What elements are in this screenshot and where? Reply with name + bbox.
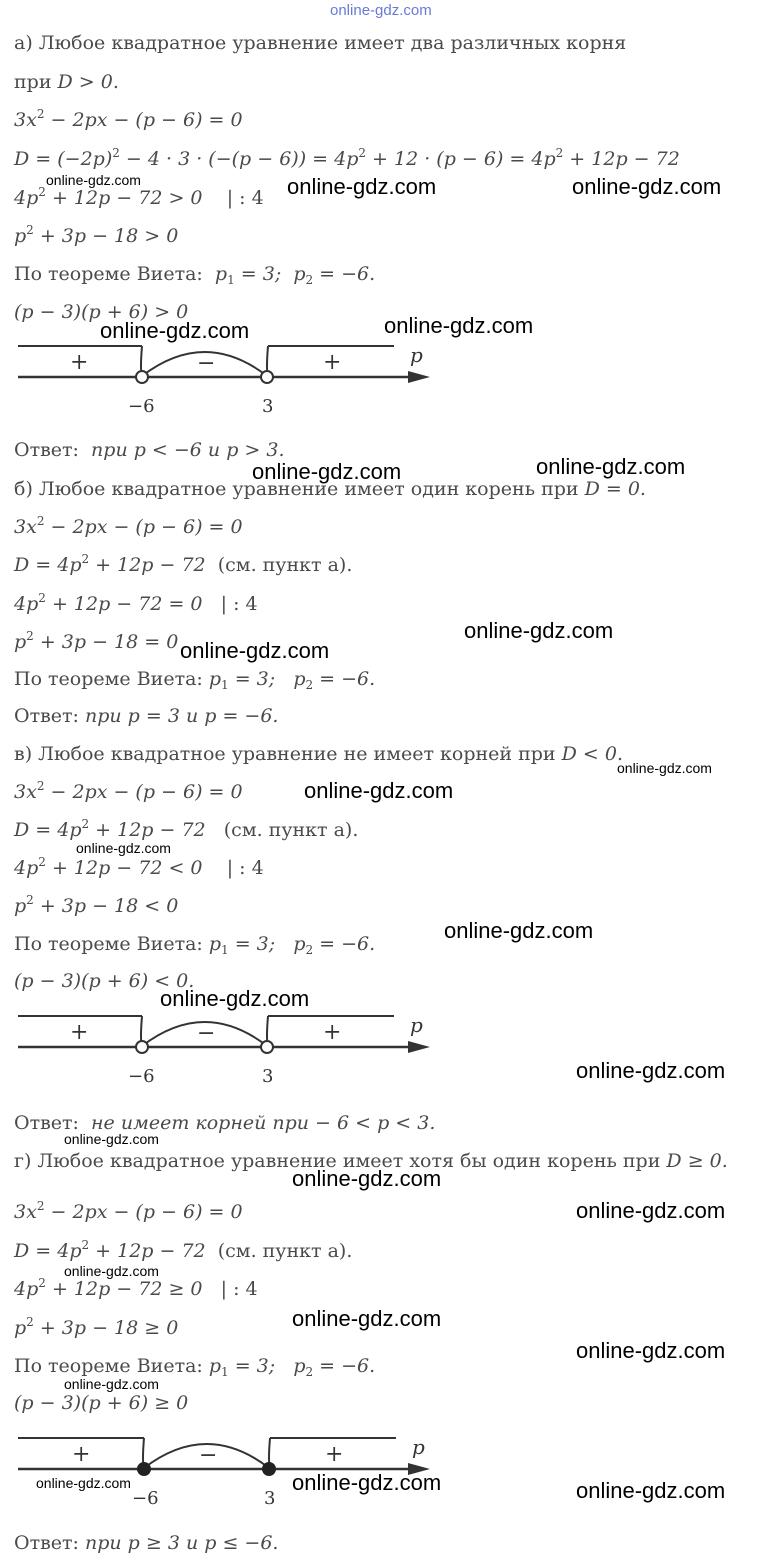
part-v-vieta: [14, 932, 375, 956]
condition-text: при: [14, 71, 58, 93]
part-a-inequality: [14, 186, 264, 210]
root-value: = −6.: [313, 668, 376, 690]
watermark: online-gdz.com: [64, 1263, 159, 1279]
watermark: online-gdz.com: [304, 778, 454, 803]
eq-term: 3x: [14, 781, 37, 803]
watermark: online-gdz.com: [576, 1338, 726, 1363]
eq-term: − 4 · 3 · (−(p − 6)) = 4p: [119, 148, 359, 170]
part-g-answer: [14, 1531, 278, 1555]
root-value: = 3;: [228, 933, 276, 955]
watermark: online-gdz.com: [46, 172, 141, 188]
reference-note: (см. пункт а).: [217, 554, 353, 576]
vieta-label: По теореме Виета:: [14, 668, 203, 690]
root-var: p: [293, 1355, 306, 1377]
root-var: p: [214, 263, 228, 285]
exponent: 2: [26, 223, 34, 237]
watermark: online-gdz.com: [292, 1470, 442, 1495]
part-b-equation: [14, 515, 243, 539]
exponent: 2: [36, 514, 45, 528]
exponent: 2: [36, 779, 45, 793]
root-value: = 3;: [228, 1355, 276, 1377]
watermark: online-gdz.com: [160, 986, 310, 1011]
eq-term: (p − 3)(p + 6) < 0.: [14, 970, 195, 992]
sign-minus: −: [197, 351, 216, 376]
watermark: online-gdz.com: [292, 1306, 442, 1331]
axis-var: p: [412, 1435, 425, 1459]
subscript: 2: [305, 678, 314, 692]
vieta-label: По теореме Виета:: [14, 933, 203, 955]
watermark: online-gdz.com: [76, 840, 171, 856]
watermark: online-gdz.com: [252, 459, 402, 484]
point-label: 3: [264, 1488, 276, 1509]
condition-math: D = 0.: [584, 478, 646, 500]
eq-term: − 2px − (p − 6) = 0: [44, 109, 243, 131]
part-a-reduced: [14, 224, 178, 248]
subscript: 2: [305, 273, 314, 287]
eq-term: p: [14, 1317, 27, 1339]
answer-text: не имеет корней при − 6 < p < 3.: [91, 1112, 436, 1134]
part-g-reduced: [14, 1316, 178, 1340]
condition-math: D < 0.: [561, 743, 623, 765]
sign-plus: +: [70, 1020, 89, 1045]
eq-term: 4p: [14, 1278, 39, 1300]
part-a-answer: [14, 438, 285, 462]
divide-note: | : 4: [226, 857, 264, 879]
part-v-statement: [14, 742, 623, 766]
part-a-vieta: [14, 262, 375, 286]
eq-term: + 12p − 72 = 0: [45, 593, 203, 615]
exponent: 2: [358, 146, 366, 160]
part-b-vieta: [14, 667, 375, 691]
exponent: 2: [81, 1238, 90, 1252]
exponent: 2: [26, 1315, 34, 1329]
part-v-reduced: [14, 894, 178, 918]
exponent: 2: [81, 817, 90, 831]
sign-plus: +: [70, 350, 89, 375]
eq-term: 3x: [14, 109, 37, 131]
point-label: −6: [132, 1488, 159, 1509]
watermark: online-gdz.com: [617, 760, 712, 776]
eq-term: D = 4p: [14, 554, 82, 576]
sign-minus: −: [197, 1021, 216, 1046]
part-b-answer: [14, 704, 278, 728]
root-value: = −6.: [313, 263, 376, 285]
statement-text: б) Любое квадратное уравнение имеет один корень при: [14, 478, 585, 500]
part-g-discriminant: [14, 1239, 352, 1263]
eq-term: + 12p − 72: [89, 554, 206, 576]
root-var: p: [293, 668, 306, 690]
divide-note: | : 4: [226, 187, 264, 209]
eq-term: + 12p − 72: [89, 819, 206, 841]
exponent: 2: [555, 146, 564, 160]
eq-term: + 12p − 72: [89, 1240, 206, 1262]
eq-term: p: [14, 895, 27, 917]
sign-plus: +: [323, 1020, 342, 1045]
divide-note: | : 4: [220, 1278, 258, 1300]
answer-label: Ответ:: [14, 439, 79, 461]
watermark: online-gdz.com: [36, 1475, 131, 1491]
watermark: online-gdz.com: [384, 313, 534, 338]
answer-text: при p < −6 и p > 3.: [91, 439, 285, 461]
eq-term: D = (−2p): [14, 148, 113, 170]
exponent: 2: [36, 1199, 45, 1213]
part-v-inequality: [14, 856, 264, 880]
point-label: 3: [262, 1066, 274, 1087]
vieta-label: По теореме Виета:: [14, 263, 203, 285]
part-a-statement: а) Любое квадратное уравнение имеет два различных корня: [14, 32, 627, 54]
eq-term: 4p: [14, 187, 39, 209]
answer-text: при p = 3 и p = −6.: [85, 705, 279, 727]
subscript: 1: [227, 273, 235, 287]
exponent: 2: [26, 893, 34, 907]
reference-note: (см. пункт а).: [217, 1240, 353, 1262]
root-var: p: [293, 933, 306, 955]
watermark: online-gdz.com: [444, 918, 594, 943]
part-b-reduced: [14, 630, 178, 654]
axis-var: p: [410, 1013, 423, 1037]
condition-math: D ≥ 0.: [666, 1150, 728, 1172]
eq-term: + 12p − 72 > 0: [45, 187, 203, 209]
eq-term: (p − 3)(p + 6) ≥ 0: [14, 1392, 189, 1414]
root-var: p: [293, 263, 306, 285]
part-v-discriminant: [14, 818, 358, 842]
root-var: p: [208, 1355, 222, 1377]
answer-label: Ответ:: [14, 1112, 79, 1134]
watermark: online-gdz.com: [464, 618, 614, 643]
vieta-label: По теореме Виета:: [14, 1355, 203, 1377]
eq-term: − 2px − (p − 6) = 0: [44, 516, 243, 538]
exponent: 2: [81, 552, 90, 566]
statement-text: г) Любое квадратное уравнение имеет хотя бы один корень при: [14, 1150, 667, 1172]
point-label: 3: [262, 396, 274, 417]
watermark: online-gdz.com: [180, 638, 330, 663]
eq-term: 3x: [14, 516, 37, 538]
root-value: = 3;: [234, 263, 282, 285]
eq-term: + 12p − 72 < 0: [45, 857, 203, 879]
eq-term: 4p: [14, 593, 39, 615]
watermark: online-gdz.com: [287, 174, 437, 199]
subscript: 2: [305, 943, 314, 957]
axis-var: p: [410, 343, 423, 367]
subscript: 1: [221, 678, 229, 692]
root-value: = −6.: [313, 933, 376, 955]
exponent: 2: [112, 146, 120, 160]
eq-term: + 12p − 72 ≥ 0: [45, 1278, 203, 1300]
watermark: online-gdz.com: [576, 1478, 726, 1503]
sign-minus: −: [199, 1443, 218, 1468]
part-b-discriminant: [14, 553, 352, 577]
exponent: 2: [38, 591, 46, 605]
point-label: −6: [128, 396, 155, 417]
number-line-a: [10, 340, 440, 420]
subscript: 1: [221, 943, 229, 957]
part-a-condition: [14, 70, 119, 94]
watermark: online-gdz.com: [64, 1131, 159, 1147]
part-a-equation: [14, 108, 243, 132]
watermark: online-gdz.com: [292, 1166, 442, 1191]
eq-term: − 2px − (p − 6) = 0: [44, 1201, 243, 1223]
site-watermark-top: online-gdz.com: [330, 2, 432, 19]
watermark: online-gdz.com: [536, 454, 686, 479]
part-b-equality: [14, 592, 258, 616]
root-var: p: [208, 933, 222, 955]
exponent: 2: [38, 855, 46, 869]
statement-text: в) Любое квадратное уравнение не имеет корней при: [14, 743, 562, 765]
sign-plus: +: [325, 1442, 344, 1467]
eq-term: D = 4p: [14, 1240, 82, 1262]
eq-term: + 3p − 18 < 0: [33, 895, 179, 917]
exponent: 2: [26, 629, 34, 643]
eq-term: + 3p − 18 ≥ 0: [33, 1317, 179, 1339]
watermark: online-gdz.com: [576, 1198, 726, 1223]
sign-plus: +: [72, 1442, 91, 1467]
eq-term: 3x: [14, 1201, 37, 1223]
point-label: −6: [128, 1066, 155, 1087]
divide-note: | : 4: [220, 593, 258, 615]
eq-term: D = 4p: [14, 819, 82, 841]
part-a-discriminant: [14, 147, 680, 171]
eq-term: + 12p − 72: [563, 148, 680, 170]
part-g-vieta: [14, 1354, 375, 1378]
root-value: = −6.: [313, 1355, 376, 1377]
answer-text: при p ≥ 3 и p ≤ −6.: [85, 1532, 279, 1554]
answer-label: Ответ:: [14, 705, 79, 727]
exponent: 2: [36, 107, 45, 121]
watermark: online-gdz.com: [576, 1058, 726, 1083]
condition-math: D > 0.: [57, 71, 119, 93]
exponent: 2: [38, 1276, 46, 1290]
eq-term: + 12 · (p − 6) = 4p: [366, 148, 556, 170]
number-line-v: [10, 1010, 440, 1090]
part-g-inequality: [14, 1277, 258, 1301]
eq-term: 4p: [14, 857, 39, 879]
subscript: 2: [305, 1365, 314, 1379]
part-v-equation: [14, 780, 243, 804]
eq-term: (p − 3)(p + 6) > 0: [14, 301, 189, 323]
eq-term: + 3p − 18 > 0: [33, 225, 179, 247]
sign-plus: +: [323, 350, 342, 375]
eq-term: + 3p − 18 = 0: [33, 631, 179, 653]
exponent: 2: [38, 185, 46, 199]
root-var: p: [208, 668, 222, 690]
root-value: = 3;: [228, 668, 276, 690]
eq-term: p: [14, 631, 27, 653]
watermark: online-gdz.com: [100, 318, 250, 343]
part-g-equation: [14, 1200, 243, 1224]
subscript: 1: [221, 1365, 229, 1379]
eq-term: p: [14, 225, 27, 247]
answer-label: Ответ:: [14, 1532, 79, 1554]
reference-note: (см. пункт а).: [223, 819, 359, 841]
watermark: online-gdz.com: [64, 1376, 159, 1392]
watermark: online-gdz.com: [572, 174, 722, 199]
part-g-factored: [14, 1391, 188, 1415]
eq-term: − 2px − (p − 6) = 0: [44, 781, 243, 803]
